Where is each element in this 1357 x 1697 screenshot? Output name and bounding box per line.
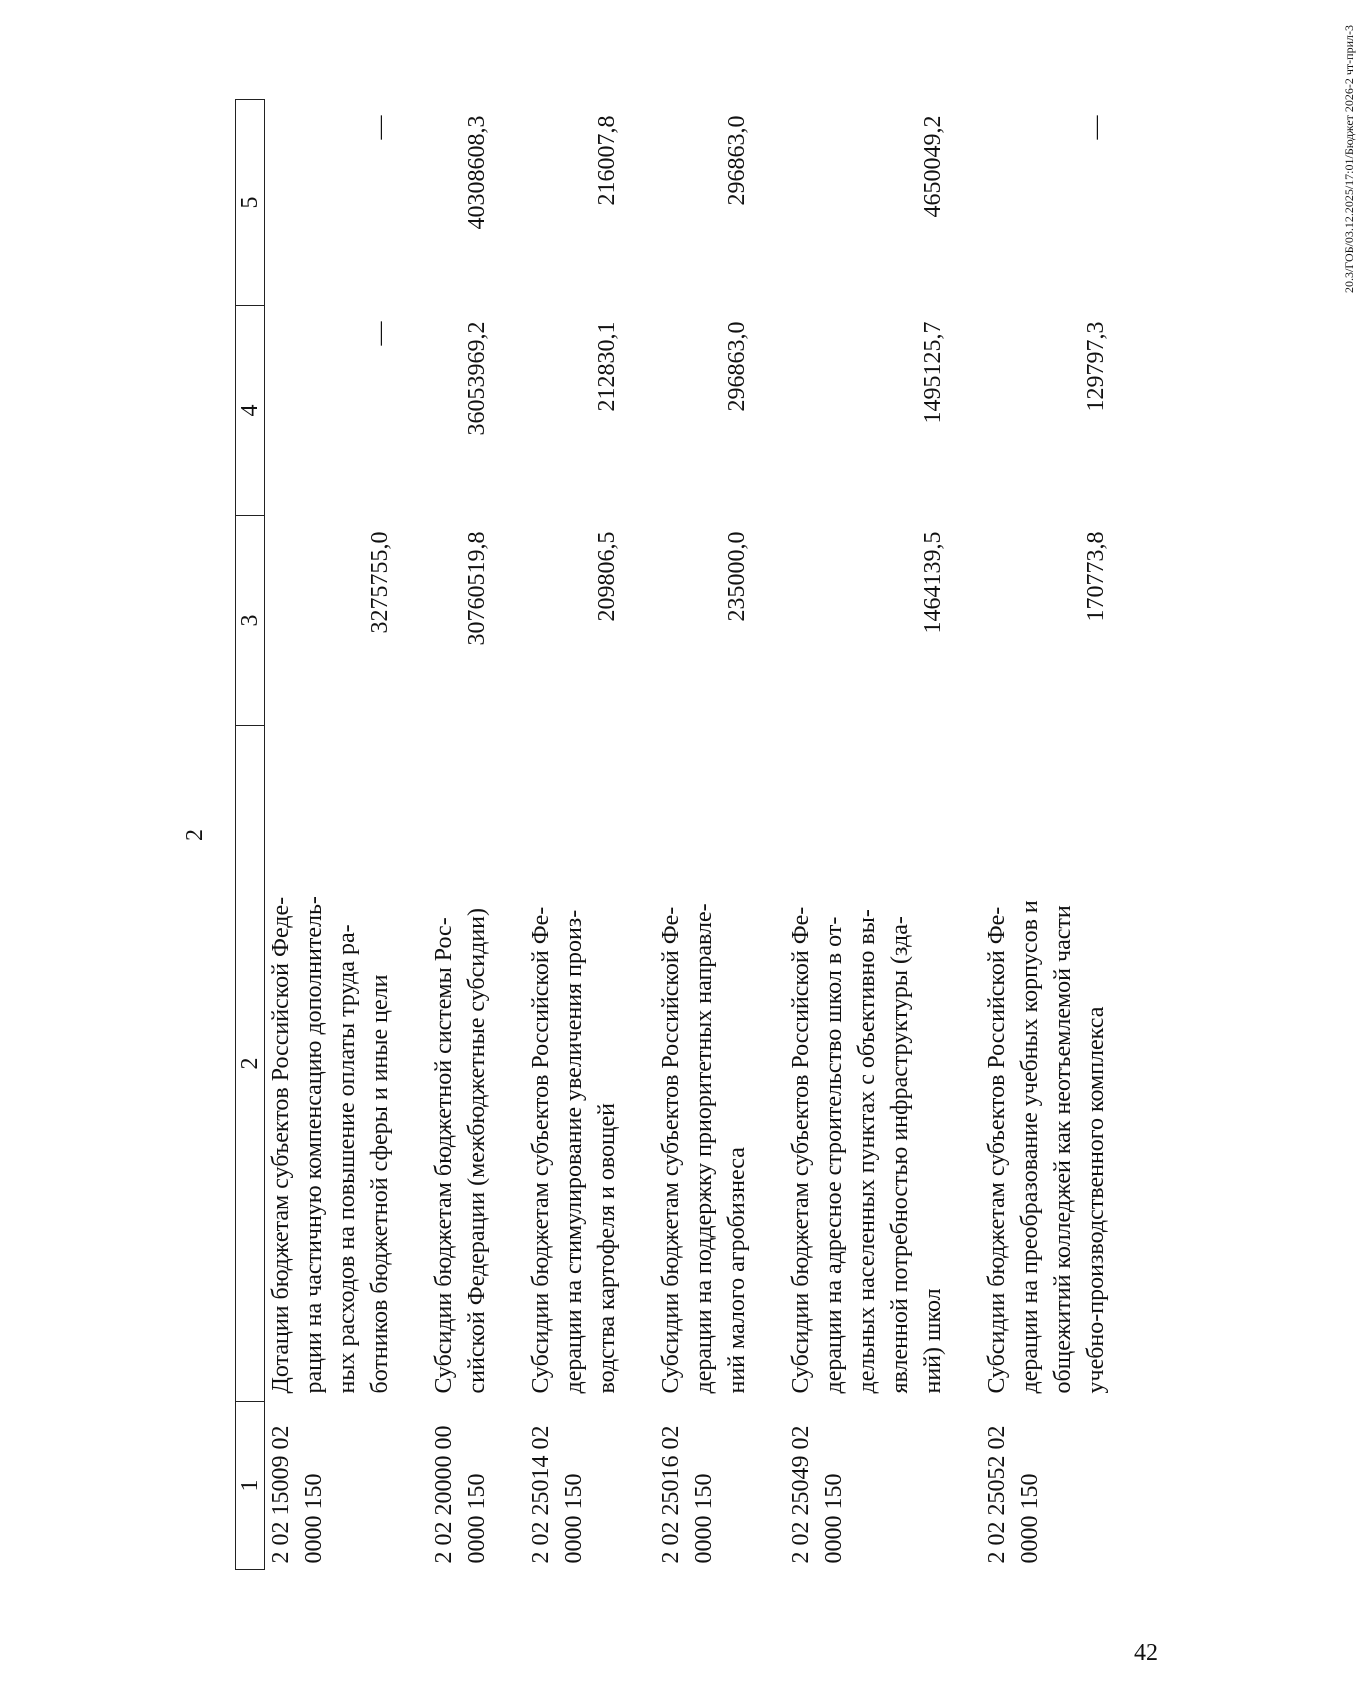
rotated-landscape-sheet (180, 25, 1356, 1610)
amount-col-5: 296863,0 (724, 115, 750, 206)
amount-col-4: 1495125,7 (920, 321, 946, 424)
amount-col-4: 296863,0 (724, 321, 750, 412)
item-name-line: дерации на стимулирование увеличения произ- (561, 909, 587, 1394)
item-name-line: водства картофеля и овощей (594, 1102, 620, 1394)
amount-col-5: 216007,8 (594, 115, 620, 206)
item-name-line: Субсидии бюджетам бюджетной системы Рос- (431, 917, 457, 1394)
amount-col-4: 129797,3 (1083, 321, 1109, 412)
item-name-line: Субсидии бюджетам субъектов Российской Фе- (658, 906, 684, 1394)
budget-code: 2 02 20000 00 0000 150 (431, 1425, 490, 1564)
item-name-line: ний) школ (920, 1288, 946, 1394)
page-number: 42 (1134, 1640, 1158, 1666)
item-name (525, 726, 655, 1402)
amount-col-3: 30760519,8 (464, 531, 490, 646)
sheet-number: 2 (182, 829, 208, 841)
item-name (655, 726, 785, 1402)
amount-col-3: 209806,5 (594, 531, 620, 622)
budget-code: 2 02 25016 02 0000 150 (658, 1425, 717, 1564)
budget-table (235, 99, 1144, 1570)
header-col-1: 1 (236, 1402, 265, 1570)
item-name (785, 726, 981, 1402)
header-col-4: 4 (236, 306, 265, 516)
item-name-line: Субсидии бюджетам субъектов Российской Фе- (528, 906, 554, 1394)
budget-code: 2 02 15009 02 0000 150 (268, 1425, 327, 1564)
item-name (981, 726, 1144, 1402)
amount-col-3: 1464139,5 (920, 531, 946, 634)
item-name (265, 726, 429, 1402)
item-name-line: Субсидии бюджетам субъектов Российской Фе- (984, 906, 1010, 1394)
item-name-line: сийской Федерации (межбюджетные субсидии) (464, 908, 490, 1394)
item-name-line: явленной потребностью инфраструктуры (зда- (887, 916, 913, 1394)
budget-code: 2 02 25052 02 0000 150 (984, 1425, 1043, 1564)
header-col-2: 2 (236, 726, 265, 1402)
item-name-line: дерации на адресное строительство школ в от- (821, 916, 847, 1394)
amount-col-3: 170773,8 (1083, 531, 1109, 622)
document-footer-code: 20.3/ГОБ/03.12.2025/17:01/Бюджет 2026-2 чт-прил-3 (1342, 25, 1356, 294)
item-name-line: ботников бюджетной сферы и иные цели (367, 974, 393, 1394)
item-name-line: ний малого агробизнеса (724, 1147, 750, 1394)
item-name-line: учебно-производственного комплекса (1083, 1006, 1109, 1394)
item-name-line: рации на частичную компенсацию дополнитель- (301, 896, 327, 1394)
item-name-line: дерации на преобразование учебных корпусов и (1017, 900, 1043, 1394)
amount-col-4: — (367, 321, 393, 346)
table-row (265, 100, 429, 1570)
amount-col-5: 40308608,3 (464, 115, 490, 230)
item-name-line: ных расходов на повышение оплаты труда ра- (334, 924, 360, 1394)
item-name-line: дельных населенных пунктах с объективно вы- (854, 909, 880, 1394)
table-row (525, 100, 655, 1570)
item-name-line: дерации на поддержку приоритетных направле- (691, 903, 717, 1394)
item-name-line: Дотации бюджетам субъектов Российской Феде- (268, 896, 294, 1394)
amount-col-3: 235000,0 (724, 531, 750, 622)
header-col-3: 3 (236, 516, 265, 726)
table-row (655, 100, 785, 1570)
table-row (981, 100, 1144, 1570)
table-row (428, 100, 525, 1570)
amount-col-4: 36053969,2 (464, 321, 490, 436)
budget-code: 2 02 25014 02 0000 150 (528, 1425, 587, 1564)
item-name (428, 726, 525, 1402)
item-name-line: Субсидии бюджетам субъектов Российской Фе- (788, 906, 814, 1394)
amount-col-4: 212830,1 (594, 321, 620, 412)
amount-col-5: — (1083, 115, 1109, 140)
table-header-row (236, 100, 265, 1570)
item-name-line: общежитий колледжей как неотъемлемой части (1050, 905, 1076, 1394)
budget-code: 2 02 25049 02 0000 150 (788, 1425, 847, 1564)
header-col-5: 5 (236, 100, 265, 306)
amount-col-5: 4650049,2 (920, 115, 946, 218)
table-row (785, 100, 981, 1570)
amount-col-3: 3275755,0 (367, 531, 393, 634)
amount-col-5: — (367, 115, 393, 140)
